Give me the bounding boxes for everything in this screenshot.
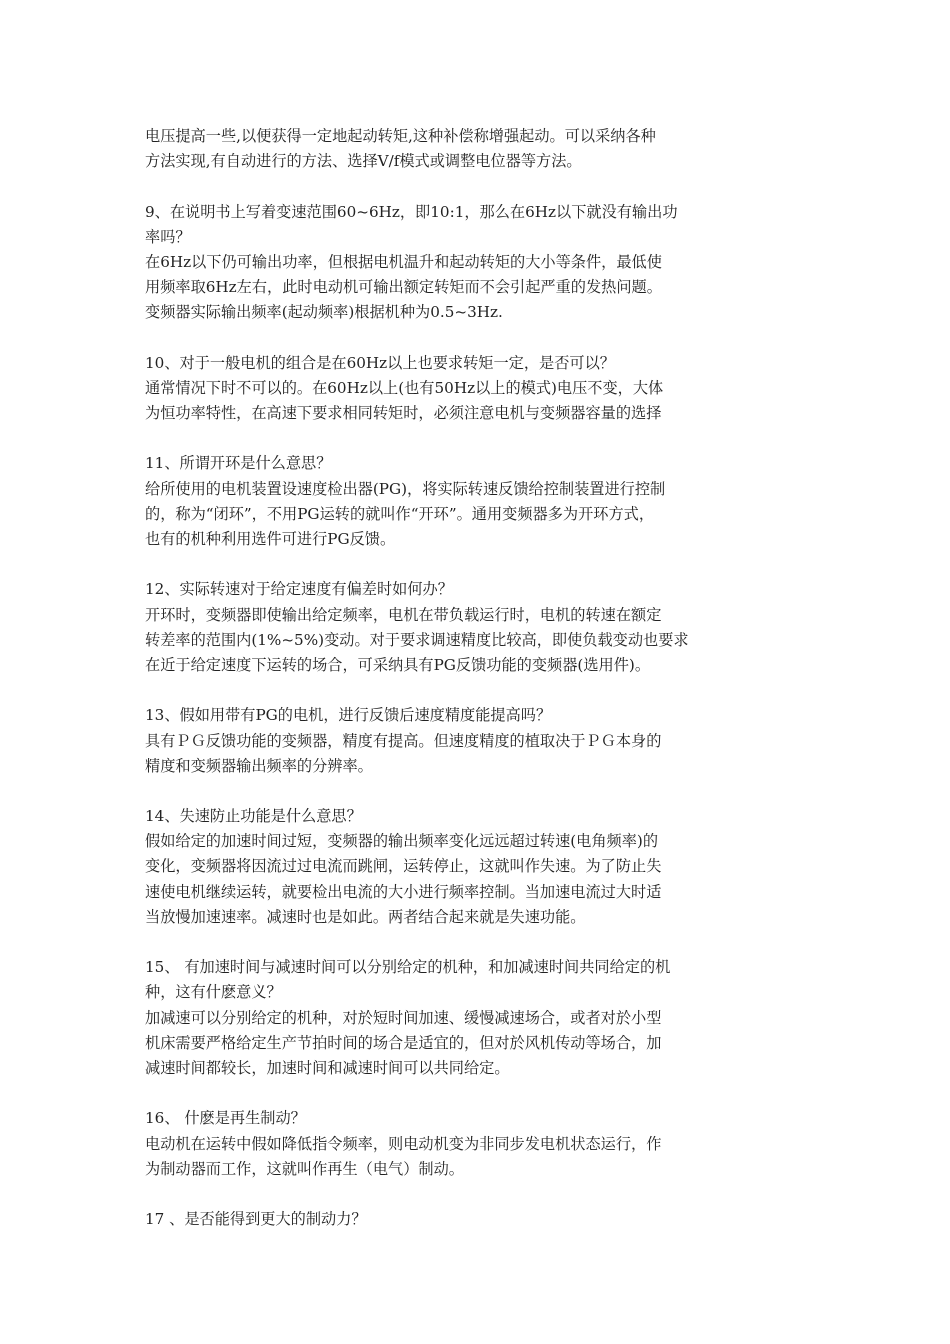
text-line: 17 、是否能得到更大的制动力？: [145, 1210, 367, 1229]
paragraph-gap: [145, 552, 825, 577]
text-line: 13、假如用带有PG的电机，进行反馈后速度精度能提高吗？: [145, 706, 552, 725]
text-line: 电动机在运转中假如降低指令频率，则电动机变为非同步发电机状态运行，作: [145, 1134, 662, 1153]
text-line: 减速时间都较长，加速时间和减速时间可以共同给定。: [145, 1058, 510, 1077]
paragraph-gap: [145, 326, 825, 351]
text-line: 转差率的范围内(1%~5%)变动。对于要求调速精度比较高，即使负载变动也要求: [145, 630, 689, 649]
text-line: 在6Hz以下仍可输出功率，但根据电机温升和起动转矩的大小等条件，最低使: [145, 252, 662, 271]
text-line: 率吗？: [145, 227, 191, 246]
text-line: 9、在说明书上写着变速范围60~6Hz，即10:1，那么在6Hz以下就没有输出功: [145, 202, 678, 221]
text-line: 变化，变频器将因流过过电流而跳闸，运转停止，这就叫作失速。为了防止失: [145, 857, 662, 876]
text-line: 的，称为“闭环”，不用PG运转的就叫作“开环”。通用变频器多为开环方式，: [145, 504, 655, 523]
text-line: 变频器实际输出频率(起动频率)根据机种为0.5~3Hz.: [145, 303, 503, 322]
text-line: 电压提高一些,以便获得一定地起动转矩,这种补偿称增强起动。可以采纳各种: [145, 127, 656, 145]
text-line: 在近于给定速度下运转的场合，可采纳具有PG反馈功能的变频器(选用件)。: [145, 655, 651, 674]
text-line: 也有的机种利用选件可进行PG反馈。: [145, 530, 396, 548]
paragraph-gap: [145, 678, 825, 703]
text-line: 给所使用的电机装置设速度检出器(PG)，将实际转速反馈给控制装置进行控制: [145, 479, 666, 498]
text-line: 方法实现,有自动进行的方法、选择V/f模式或调整电位器等方法。: [145, 152, 582, 171]
paragraph-gap: [145, 1081, 825, 1106]
text-line: 开环时，变频器即使输出给定频率，电机在带负载运行时，电机的转速在额定: [145, 605, 662, 624]
text-line: 速使电机继续运转，就要检出电流的大小进行频率控制。当加速电流过大时适: [145, 882, 662, 901]
text-line: 11、所谓开环是什么意思？: [145, 454, 332, 473]
text-line: 当放慢加速速率。减速时也是如此。两者结合起来就是失速功能。: [145, 907, 586, 926]
text-line: 10、对于一般电机的组合是在60Hz以上也要求转矩一定，是否可以？: [145, 353, 615, 372]
document-body: [145, 124, 825, 1232]
text-line: 具有ＰＧ反馈功能的变频器，精度有提高。但速度精度的植取决于ＰＧ本身的: [145, 731, 662, 750]
paragraph-gap: [145, 174, 825, 199]
text-line: 为制动器而工作，这就叫作再生（电气）制动。: [145, 1159, 464, 1178]
text-line: 为恒功率特性，在高速下要求相同转矩时，必须注意电机与变频器容量的选择: [145, 404, 662, 423]
text-line: 14、失速防止功能是什么意思？: [145, 807, 362, 826]
text-line: 精度和变频器输出频率的分辨率。: [145, 756, 373, 775]
text-line: 通常情况下时不可以的。在60Hz以上(也有50Hz以上的模式)电压不变，大体: [145, 378, 664, 397]
text-line: 假如给定的加速时间过短，变频器的输出频率变化远远超过转速(电角频率)的: [145, 832, 659, 851]
text-line: 加减速可以分别给定的机种，对於短时间加速、缓慢减速场合，或者对於小型: [145, 1008, 662, 1027]
paragraph-gap: [145, 1182, 825, 1207]
paragraph-gap: [145, 426, 825, 451]
text-line: 种，这有什麽意义？: [145, 983, 282, 1002]
text-line: 16、 什麽是再生制动？: [145, 1109, 306, 1128]
paragraph-gap: [145, 779, 825, 804]
text-line: 12、实际转速对于给定速度有偏差时如何办？: [145, 580, 453, 599]
text-line: 用频率取6Hz左右，此时电动机可输出额定转矩而不会引起严重的发热问题。: [145, 278, 662, 297]
text-line: 机床需要严格给定生产节拍时间的场合是适宜的，但对於风机传动等场合，加: [145, 1033, 662, 1052]
paragraph-gap: [145, 930, 825, 955]
text-line: 15、 有加速时间与减速时间可以分别给定的机种，和加减速时间共同给定的机: [145, 958, 671, 977]
